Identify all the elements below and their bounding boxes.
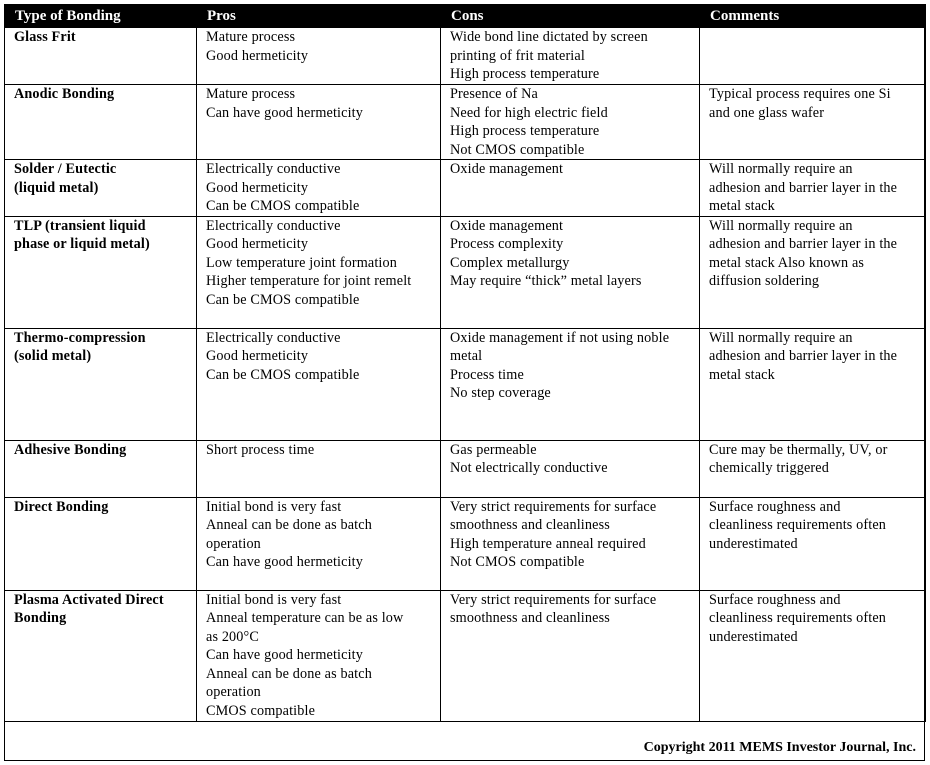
- comments-line: chemically triggered: [709, 460, 829, 476]
- cons-line: smoothness and cleanliness: [450, 610, 610, 626]
- cell-cons: [441, 28, 700, 85]
- cell-cons: [441, 85, 700, 160]
- cell-comments: [700, 85, 926, 160]
- pros-line: as 200°C: [206, 628, 259, 645]
- table-row: [5, 497, 926, 590]
- pros-line: Mature process: [206, 29, 296, 45]
- cell-bonding-type: [5, 160, 197, 217]
- pros-line: Can have good hermeticity: [206, 647, 364, 663]
- cons-line: May require “thick” metal layers: [450, 273, 642, 289]
- bonding-type-label: Thermo-compression (solid metal): [14, 329, 146, 364]
- cons-line: Presence of Na: [450, 86, 538, 102]
- pros-line: Electrically conductive: [206, 161, 341, 177]
- cons-line: High process temperature: [450, 123, 600, 139]
- pros-line: Can be CMOS compatible: [206, 291, 360, 308]
- cell-cons: [441, 497, 700, 590]
- cons-line: Need for high electric field: [450, 104, 608, 121]
- cons-line: printing of frit material: [450, 47, 585, 64]
- header-row: [5, 5, 926, 28]
- copyright-footer: Copyright 2011 MEMS Investor Journal, Inc.: [643, 740, 916, 755]
- cons-line: High temperature anneal required: [450, 535, 646, 552]
- cons-line: Gas permeable: [450, 441, 537, 458]
- cell-comments: [700, 440, 926, 497]
- comments-line: Typical process requires one Si: [709, 86, 891, 102]
- cell-pros: [197, 216, 441, 328]
- bonding-comparison-table-frame: [4, 4, 925, 761]
- cell-pros: [197, 160, 441, 217]
- table-row: [5, 216, 926, 328]
- pros-line: Can have good hermeticity: [206, 104, 364, 121]
- cons-line: Not CMOS compatible: [450, 554, 585, 570]
- table-row: [5, 440, 926, 497]
- cell-comments: [700, 160, 926, 217]
- comments-line: Will normally require an: [709, 217, 853, 234]
- pros-line: Anneal can be done as batch: [206, 517, 372, 533]
- comments-line: diffusion soldering: [709, 273, 820, 289]
- comments-line: metal stack Also known as: [709, 254, 865, 271]
- pros-line: Short process time: [206, 441, 315, 458]
- cons-line: High process temperature: [450, 66, 600, 82]
- cell-comments: [700, 216, 926, 328]
- pros-line: Good hermeticity: [206, 47, 309, 64]
- cell-bonding-type: [5, 590, 197, 721]
- pros-line: Low temperature joint formation: [206, 254, 397, 271]
- cons-line: Oxide management if not using noble: [450, 329, 670, 346]
- cons-line: No step coverage: [450, 385, 551, 401]
- cons-line: Not CMOS compatible: [450, 141, 585, 158]
- pros-line: Initial bond is very fast: [206, 498, 342, 515]
- cons-line: smoothness and cleanliness: [450, 517, 610, 533]
- header-comments: Comments: [700, 5, 926, 28]
- cons-line: Very strict requirements for surface: [450, 591, 657, 608]
- bonding-type-label: Solder / Eutectic (liquid metal): [14, 161, 117, 196]
- comments-line: underestimated: [709, 535, 798, 552]
- cell-cons: [441, 590, 700, 721]
- cell-cons: [441, 440, 700, 497]
- pros-line: Electrically conductive: [206, 217, 341, 234]
- cell-cons: [441, 160, 700, 217]
- cell-pros: [197, 590, 441, 721]
- comments-line: and one glass wafer: [709, 104, 825, 121]
- cell-bonding-type: [5, 497, 197, 590]
- cell-pros: [197, 85, 441, 160]
- cons-line: Very strict requirements for surface: [450, 498, 657, 515]
- comments-line: Will normally require an: [709, 161, 853, 177]
- comments-line: Surface roughness and: [709, 498, 841, 515]
- comments-line: adhesion and barrier layer in the: [709, 348, 898, 364]
- comments-line: underestimated: [709, 628, 798, 645]
- pros-line: Can be CMOS compatible: [206, 366, 360, 383]
- pros-line: Mature process: [206, 86, 296, 102]
- pros-line: Can be CMOS compatible: [206, 198, 360, 214]
- pros-line: Higher temperature for joint remelt: [206, 273, 412, 289]
- cell-comments: [700, 328, 926, 440]
- comments-line: Will normally require an: [709, 329, 853, 346]
- cell-bonding-type: [5, 440, 197, 497]
- comments-line: adhesion and barrier layer in the: [709, 236, 898, 252]
- cell-bonding-type: [5, 28, 197, 85]
- header-type: Type of Bonding: [5, 5, 197, 28]
- header-pros: Pros: [197, 5, 441, 28]
- cell-bonding-type: [5, 85, 197, 160]
- cons-line: metal: [450, 348, 483, 364]
- pros-line: Anneal temperature can be as low: [206, 610, 404, 626]
- table-row: [5, 590, 926, 721]
- cell-comments: [700, 497, 926, 590]
- table-row: [5, 328, 926, 440]
- cons-line: Oxide management: [450, 217, 564, 234]
- comments-line: metal stack: [709, 198, 775, 214]
- cons-line: Oxide management: [450, 161, 564, 177]
- cons-line: Not electrically conductive: [450, 460, 608, 476]
- cell-pros: [197, 328, 441, 440]
- pros-line: operation: [206, 684, 261, 700]
- cons-line: Process complexity: [450, 236, 564, 252]
- cell-cons: [441, 328, 700, 440]
- bonding-comparison-table: [4, 4, 926, 722]
- bonding-type-label: Adhesive Bonding: [14, 441, 127, 458]
- cell-pros: [197, 28, 441, 85]
- comments-line: cleanliness requirements often: [709, 610, 887, 626]
- pros-line: Initial bond is very fast: [206, 591, 342, 608]
- pros-line: operation: [206, 535, 261, 552]
- cell-comments: [700, 590, 926, 721]
- pros-line: Can have good hermeticity: [206, 554, 364, 570]
- bonding-type-label: Glass Frit: [14, 29, 76, 45]
- pros-line: Good hermeticity: [206, 348, 309, 364]
- cell-cons: [441, 216, 700, 328]
- table-row: [5, 28, 926, 85]
- comments-line: adhesion and barrier layer in the: [709, 179, 898, 196]
- pros-line: Good hermeticity: [206, 236, 309, 252]
- comments-line: Cure may be thermally, UV, or: [709, 441, 888, 458]
- cons-line: Complex metallurgy: [450, 254, 570, 271]
- header-cons: Cons: [441, 5, 700, 28]
- comments-line: cleanliness requirements often: [709, 517, 887, 533]
- comments-line: metal stack: [709, 366, 775, 383]
- table-row: [5, 160, 926, 217]
- cell-bonding-type: [5, 216, 197, 328]
- table-row: [5, 85, 926, 160]
- cons-line: Process time: [450, 366, 524, 383]
- pros-line: CMOS compatible: [206, 702, 316, 719]
- bonding-type-label: Direct Bonding: [14, 498, 109, 515]
- bonding-type-label: Plasma Activated Direct Bonding: [14, 591, 164, 626]
- cell-bonding-type: [5, 328, 197, 440]
- pros-line: Electrically conductive: [206, 329, 341, 346]
- bonding-type-label: Anodic Bonding: [14, 86, 115, 102]
- bonding-type-label: TLP (transient liquid phase or liquid metal): [14, 217, 150, 252]
- cell-comments: [700, 28, 926, 85]
- cell-pros: [197, 497, 441, 590]
- pros-line: Good hermeticity: [206, 179, 309, 196]
- comments-line: Surface roughness and: [709, 591, 841, 608]
- pros-line: Anneal can be done as batch: [206, 665, 372, 682]
- cell-pros: [197, 440, 441, 497]
- cons-line: Wide bond line dictated by screen: [450, 29, 648, 45]
